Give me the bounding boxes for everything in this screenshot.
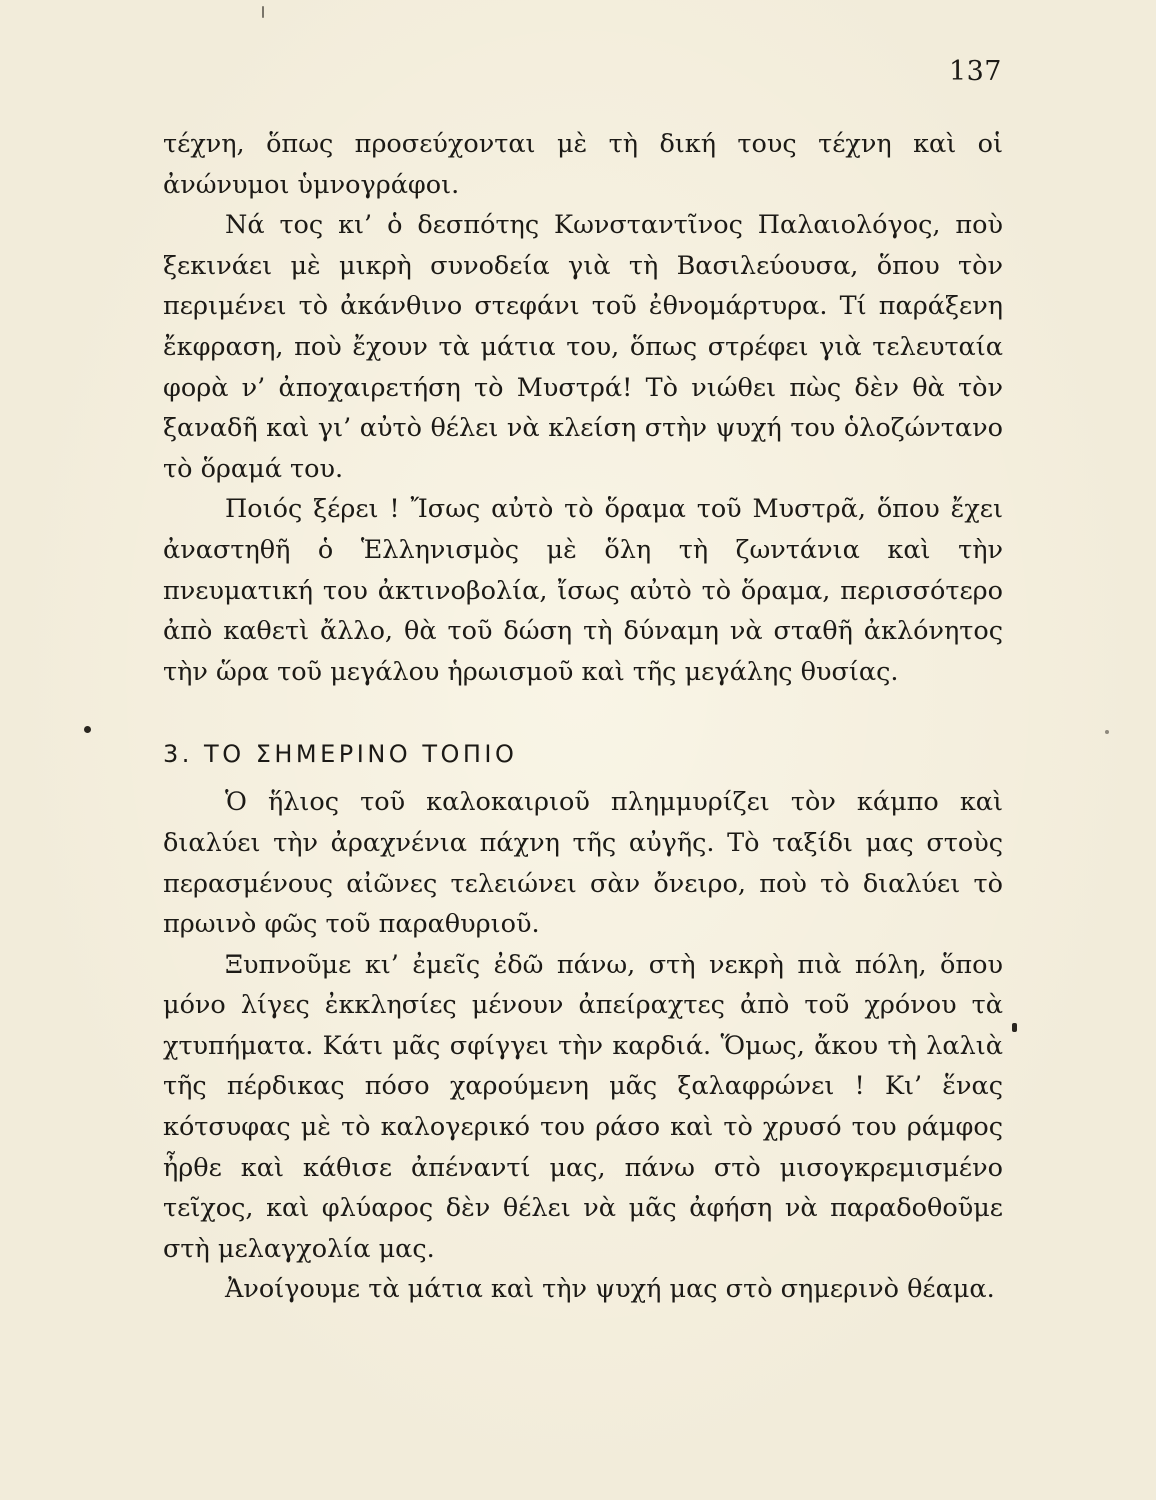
scan-speck (84, 726, 91, 733)
paragraph-continued: τέχνη, ὅπως προσεύχονται μὲ τὴ δική τους τέχνη καὶ οἱ ἀνώνυμοι ὑμνογράφοι. (163, 129, 1003, 200)
body-text (163, 124, 1003, 1310)
paragraph-waking: Ξυπνοῦμε κι’ ἐμεῖς ἐδῶ πάνω, στὴ νεκρὴ πιὰ πόλη, ὅπου μόνο λίγες ἐκκλησίες μένουν ἀπείραχτες ἀπὸ τοῦ χρόνου τὰ χτυπήματα. Κάτι μᾶς σφίγγει τὴν καρδιά. Ὅμως, ἄκου τὴ λαλιὰ τῆς πέρδικας πόσο χαρούμενη μᾶς ξαλαφρώνει ! Κι’ ἕνας κότσυφας μὲ τὸ καλογερικό του ράσο καὶ τὸ χρυσό του ράμφος ἦρθε καὶ κάθισε ἀπέναντί μας, πάνω στὸ μισογκρεμισμένο τεῖχος, καὶ φλύαρος δὲν θέλει νὰ μᾶς ἀφήση νὰ παραδοθοῦμε στὴ μελαγχολία μας. (163, 949, 1003, 1264)
paragraph-palaiologos: Νά τος κι’ ὁ δεσπότης Κωνσταντῖνος Παλαιολόγος, ποὺ ξεκινάει μὲ μικρὴ συνοδεία γιὰ τὴ Βασιλεύουσα, ὅπου τὸν περιμένει τὸ ἀκάνθινο στεφάνι τοῦ ἐθνομάρτυρα. Τί παράξενη ἔκφραση, ποὺ ἔχουν τὰ μάτια του, ὅπως στρέφει γιὰ τελευταία φορὰ ν’ ἀποχαιρετήση τὸ Μυστρά! Τὸ νιώθει πὼς δὲν θὰ τὸν ξαναδῆ καὶ γι’ αὐτὸ θέλει νὰ κλείση στὴν ψυχή του ὁλοζώντανο τὸ ὅραμά του. (163, 210, 1003, 484)
page-number: 137 (948, 56, 1002, 87)
section-heading: 3. ΤΟ ΣΗΜΕΡΙΝΟ ΤΟΠΙΟ (163, 740, 518, 769)
paragraph-closing: Ἀνοίγουμε τὰ μάτια καὶ τὴν ψυχή μας στὸ σημερινὸ θέαμα. (225, 1274, 995, 1305)
scan-speck (262, 6, 264, 18)
paragraph-sun: Ὁ ἥλιος τοῦ καλοκαιριοῦ πλημμυρίζει τὸν κάμπο καὶ διαλύει τὴν ἀραχνένια πάχνη τῆς αὐγῆς. Τὸ ταξίδι μας στοὺς περασμένους αἰῶνες τελειώνει σὰν ὄνειρο, ποὺ τὸ διαλύει τὸ πρωινὸ φῶς τοῦ παραθυριοῦ. (163, 787, 1003, 940)
scan-speck (1012, 1023, 1017, 1032)
scan-speck (1105, 730, 1109, 734)
paragraph-vision: Ποιός ξέρει ! Ἴσως αὐτὸ τὸ ὅραμα τοῦ Μυστρᾶ, ὅπου ἔχει ἀναστηθῆ ὁ Ἑλληνισμὸς μὲ ὅλη τὴ ζωντάνια καὶ τὴν πνευματική του ἀκτινοβολία, ἴσως αὐτὸ τὸ ὅραμα, περισσότερο ἀπὸ καθετὶ ἄλλο, θὰ τοῦ δώση τὴ δύναμη νὰ σταθῆ ἀκλόνητος τὴν ὥρα τοῦ μεγάλου ἡρωισμοῦ καὶ τῆς μεγάλης θυσίας. (163, 494, 1003, 687)
